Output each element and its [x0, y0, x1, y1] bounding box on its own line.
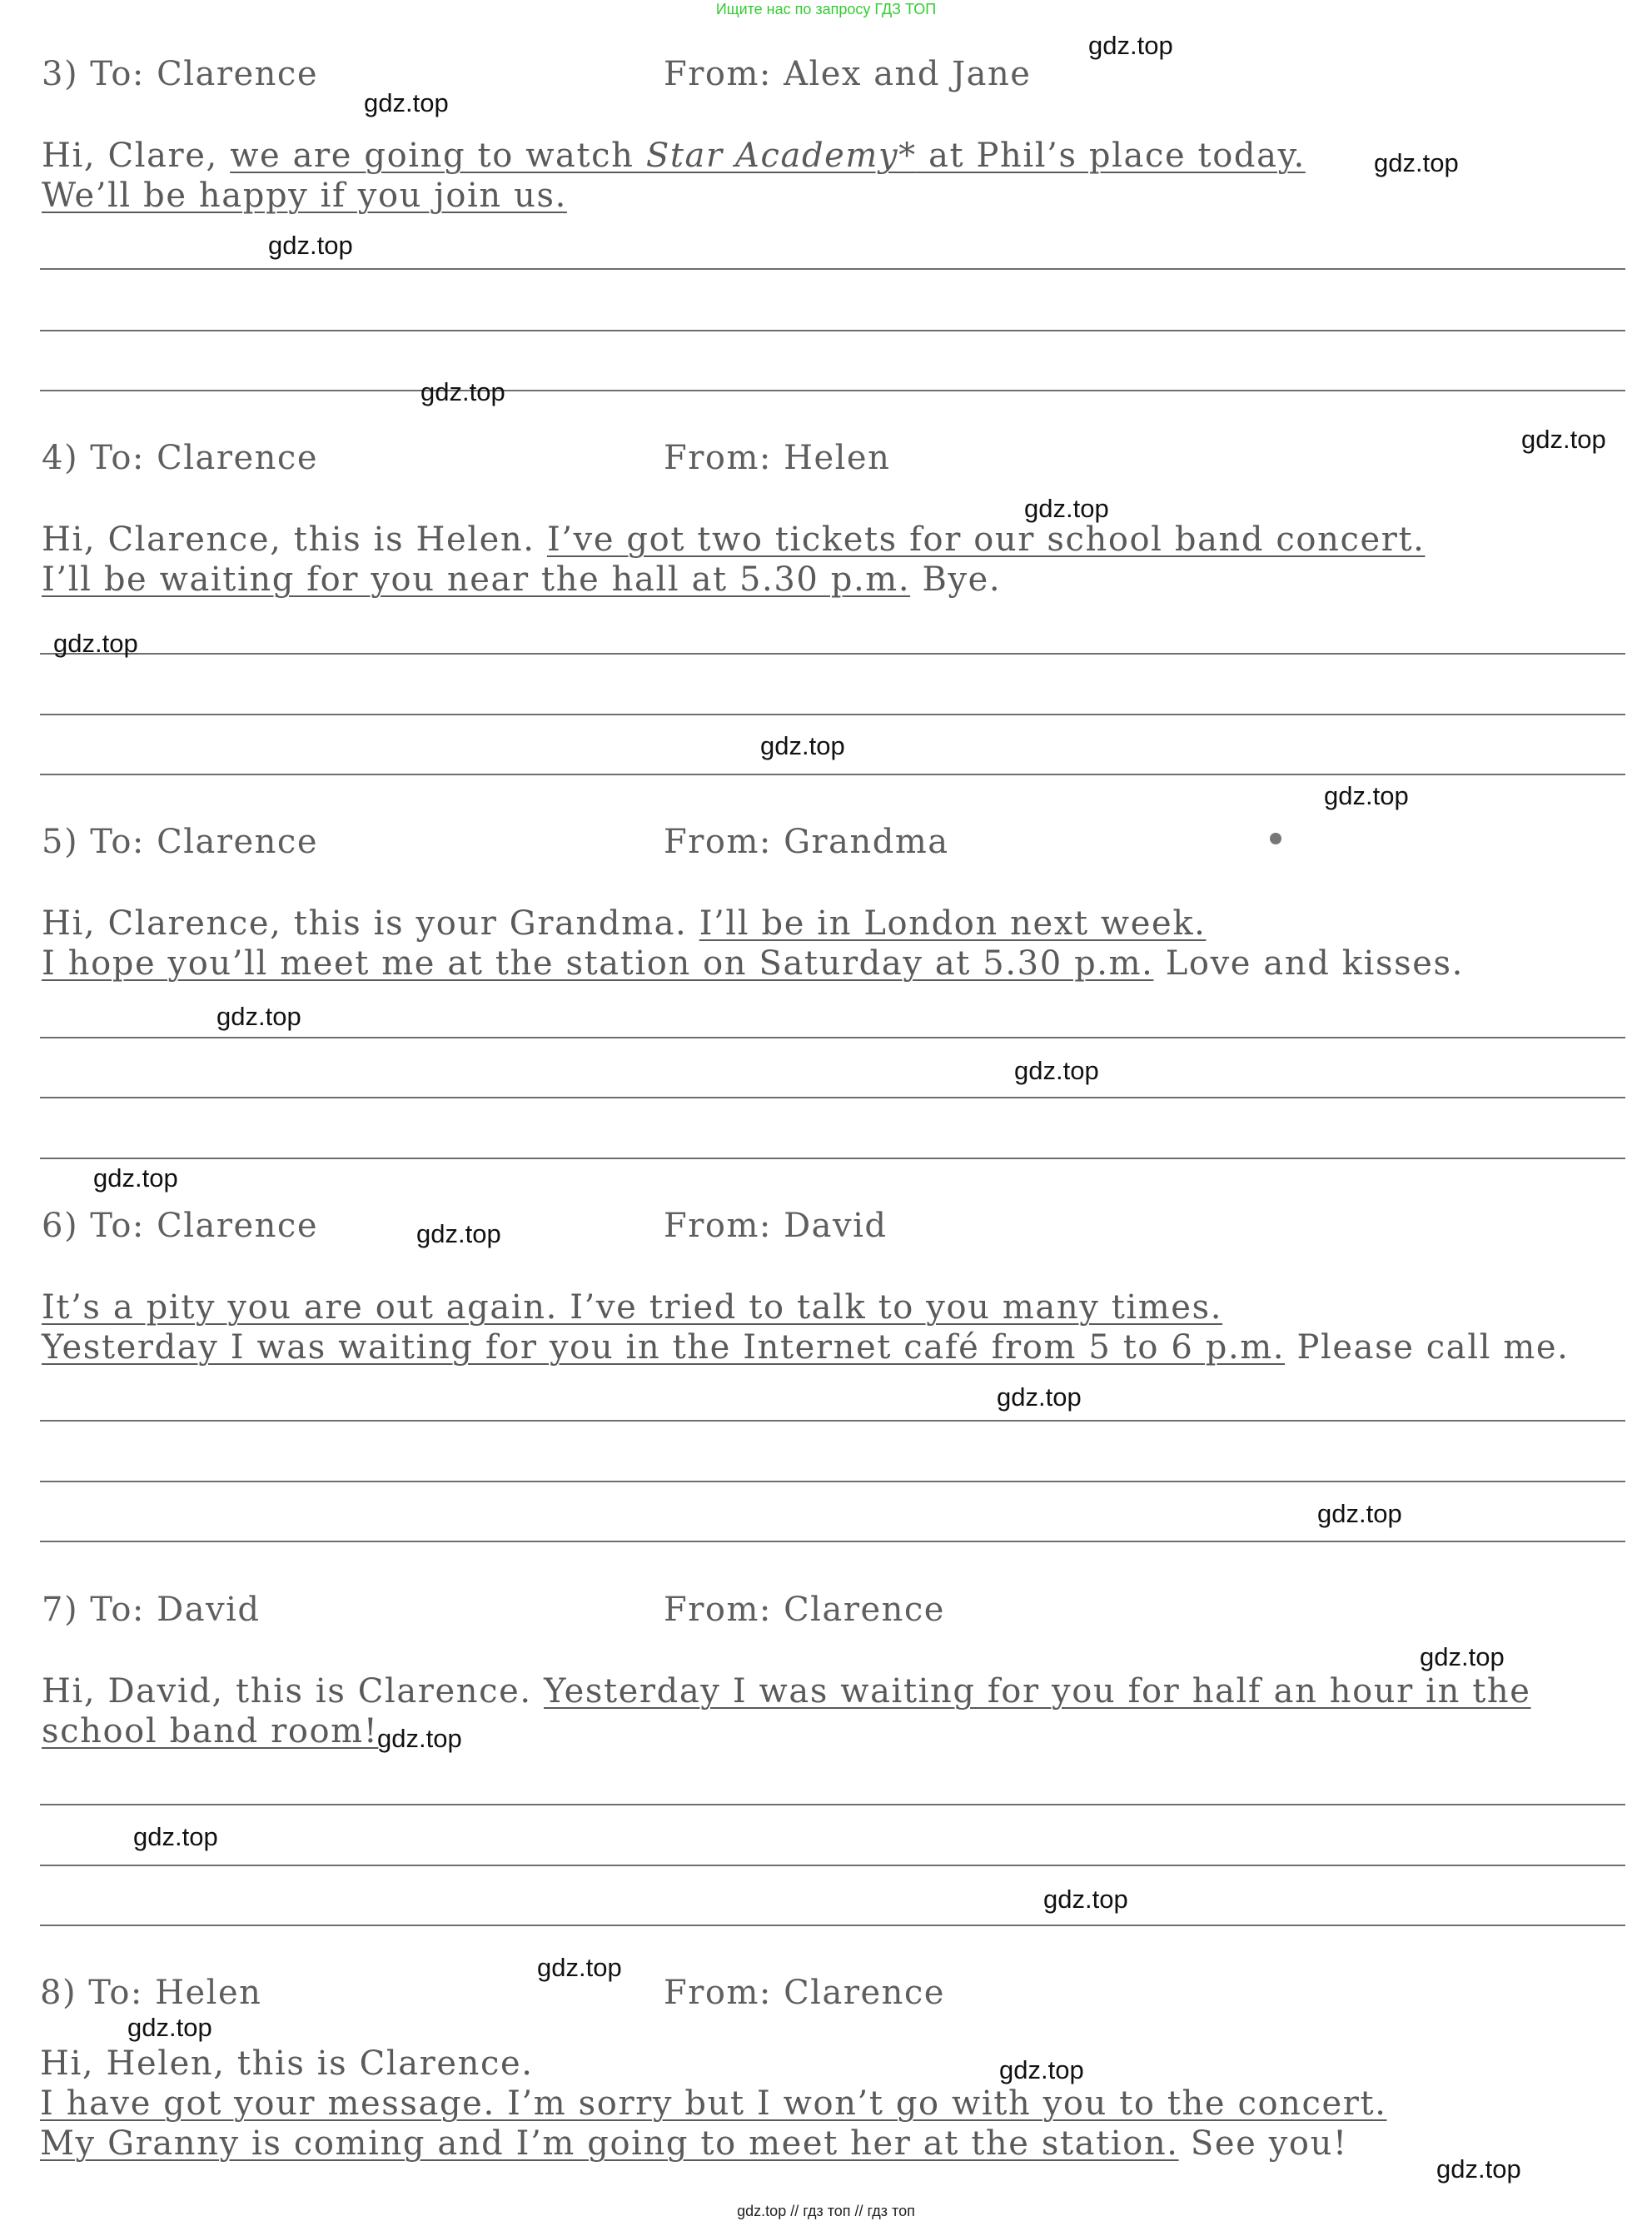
answer-rule: [40, 1541, 1625, 1542]
watermark: gdz.top: [1324, 781, 1409, 810]
watermark: gdz.top: [1374, 148, 1459, 177]
message-6-line-1: [42, 1288, 1222, 1327]
watermark: gdz.top: [416, 1219, 501, 1248]
message-8-line-1-plain: Hi, Helen, this is Clarence.: [40, 2044, 534, 2083]
message-4-line-2-plain: Bye.: [910, 560, 1002, 599]
answer-rule: [40, 1158, 1625, 1159]
watermark: gdz.top: [268, 231, 353, 260]
answer-rule: [40, 653, 1625, 655]
watermark: gdz.top: [1317, 1499, 1402, 1528]
watermark: gdz.top: [1436, 2154, 1521, 2184]
watermark: gdz.top: [93, 1163, 178, 1193]
message-3-line-2-underlined: We’ll be happy if you join us.: [42, 177, 567, 215]
scan-speck: [1270, 833, 1281, 844]
watermark: gdz.top: [1024, 494, 1109, 523]
answer-rule: [40, 1037, 1625, 1038]
answer-rule: [40, 1097, 1625, 1098]
message-4-line-1-plain: Hi, Clarence, this is Helen.: [42, 520, 547, 559]
message-4-to: 4) To: Clarence: [42, 439, 318, 477]
message-6-to: 6) To: Clarence: [42, 1207, 318, 1245]
answer-rule: [40, 1481, 1625, 1482]
answer-rule: [40, 714, 1625, 715]
message-8-line-2: [40, 2084, 1387, 2123]
message-3-show-title: Star Academy*: [645, 137, 917, 175]
message-5-line-2-plain: Love and kisses.: [1153, 944, 1464, 983]
watermark: gdz.top: [1043, 1885, 1128, 1914]
message-4-line-1-underlined: I’ve got two tickets for our school band concert.: [546, 520, 1426, 559]
message-3-line-1-underlined: [230, 137, 1306, 175]
message-6-line-2-plain: Please call me.: [1285, 1328, 1570, 1367]
message-6-from: From: David: [664, 1207, 888, 1245]
message-4-line-2: [42, 560, 1001, 599]
message-7-line-1-plain: Hi, David, this is Clarence.: [42, 1672, 545, 1711]
message-8-from: From: Clarence: [664, 1974, 945, 2012]
message-4-line-2-underlined: I’ll be waiting for you near the hall at 5.30 p.m.: [42, 560, 911, 599]
watermark: gdz.top: [999, 2055, 1084, 2084]
watermark: gdz.top: [53, 629, 138, 658]
message-8-line-3: [40, 2124, 1348, 2163]
message-5-from: From: Grandma: [664, 823, 949, 861]
message-3-from: From: Alex and Jane: [664, 55, 1032, 93]
answer-rule: [40, 1420, 1625, 1422]
message-3-line-2: [42, 177, 567, 215]
watermark: gdz.top: [1521, 425, 1606, 454]
watermark: gdz.top: [1420, 1642, 1505, 1671]
watermark: gdz.top: [1014, 1056, 1099, 1085]
message-7-line-1: [42, 1672, 1531, 1711]
message-5-to: 5) To: Clarence: [42, 823, 318, 861]
message-3-line-1-plain: Hi, Clare,: [42, 137, 231, 175]
message-5-line-1-underlined: I’ll be in London next week.: [699, 904, 1207, 943]
message-8-line-2-underlined: I have got your message. I’m sorry but I won’t go with you to the concert.: [40, 2084, 1387, 2123]
message-6-line-2: [42, 1328, 1569, 1367]
answer-rule: [40, 268, 1625, 270]
answer-rule: [40, 390, 1625, 391]
bottom-banner: gdz.top // гдз топ // гдз топ: [737, 2203, 915, 2219]
watermark: gdz.top: [997, 1382, 1082, 1412]
message-4-line-1: [42, 520, 1425, 559]
watermark: gdz.top: [377, 1724, 462, 1753]
watermark: gdz.top: [364, 88, 449, 117]
answer-rule: [40, 774, 1625, 775]
message-3-line-1: [42, 137, 1306, 175]
message-7-from: From: Clarence: [664, 1591, 945, 1629]
watermark: gdz.top: [760, 731, 845, 760]
message-3-line-1-part-a: we are going to watch: [230, 137, 646, 175]
watermark: gdz.top: [420, 377, 505, 406]
message-4-from: From: Helen: [664, 439, 891, 477]
message-8-line-1: [40, 2044, 534, 2083]
answer-rule: [40, 330, 1625, 331]
message-5-line-1-plain: Hi, Clarence, this is your Grandma.: [42, 904, 699, 943]
message-3-line-1-part-b: at Phil’s place today.: [916, 137, 1306, 175]
watermark: gdz.top: [127, 2013, 212, 2042]
message-7-line-2: [42, 1712, 378, 1750]
watermark: gdz.top: [133, 1822, 218, 1851]
message-6-line-2-underlined: Yesterday I was waiting for you in the Internet café from 5 to 6 p.m.: [42, 1328, 1286, 1367]
message-6-line-1-underlined: It’s a pity you are out again. I’ve tried to talk to you many times.: [42, 1288, 1223, 1327]
answer-rule: [40, 1804, 1625, 1805]
message-5-line-1: [42, 904, 1206, 943]
message-8-to: 8) To: Helen: [40, 1974, 262, 2012]
message-5-line-2: [42, 944, 1464, 983]
message-3-to: 3) To: Clarence: [42, 55, 318, 93]
message-8-line-3-plain: See you!: [1178, 2124, 1348, 2163]
message-7-line-1-underlined: Yesterday I was waiting for you for half an hour in the: [544, 1672, 1531, 1711]
message-5-line-2-underlined: I hope you’ll meet me at the station on Saturday at 5.30 p.m.: [42, 944, 1154, 983]
message-7-line-2-underlined: school band room!: [42, 1712, 379, 1750]
watermark: gdz.top: [216, 1002, 301, 1031]
message-7-to: 7) To: David: [42, 1591, 261, 1629]
answer-rule: [40, 1865, 1625, 1866]
message-8-line-3-underlined: My Granny is coming and I’m going to meet her at the station.: [40, 2124, 1179, 2163]
answer-rule: [40, 1925, 1625, 1926]
watermark: gdz.top: [537, 1953, 622, 1982]
watermark: gdz.top: [1088, 31, 1173, 60]
top-banner: Ищите нас по запросу ГДЗ ТОП: [715, 1, 937, 17]
